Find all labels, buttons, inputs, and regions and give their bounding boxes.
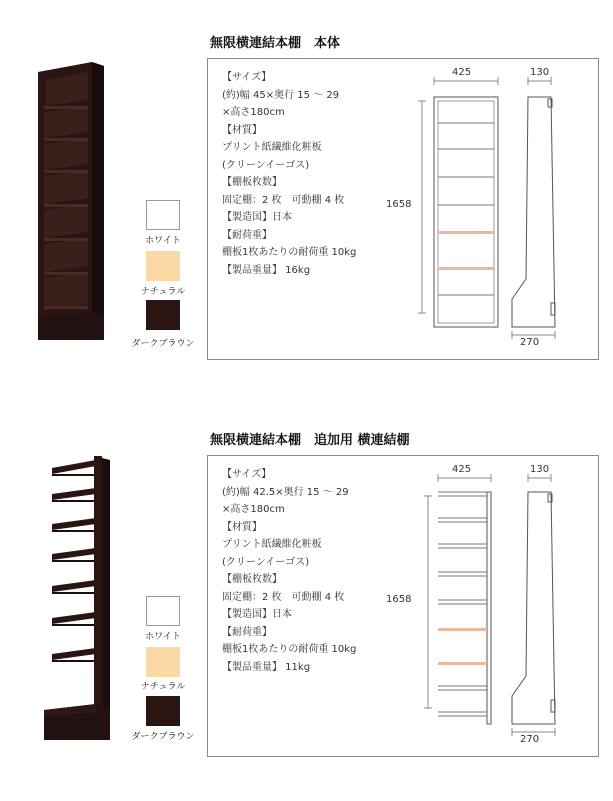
spec-line: 固定棚：2 枚 可動棚 4 枚 bbox=[222, 591, 345, 603]
swatch-dark-brown-label: ダークブラウン bbox=[131, 732, 195, 742]
spec-line: (クリーンイーゴス) bbox=[222, 159, 310, 171]
spec-line: 【耐荷重】 bbox=[222, 626, 272, 638]
spec-line: 固定棚：2 枚 可動棚 4 枚 bbox=[222, 194, 345, 206]
spec-box bbox=[207, 455, 599, 757]
swatch-natural[interactable] bbox=[146, 251, 180, 281]
dimension-diagram bbox=[208, 456, 598, 756]
spec-line: プリント紙繊維化粧板 bbox=[222, 539, 322, 550]
swatch-white[interactable] bbox=[146, 200, 180, 230]
spec-line: ×高さ180cm bbox=[222, 504, 285, 515]
dim-height: 1658 bbox=[386, 199, 412, 210]
spec-line: 【製品重量】 11kg bbox=[222, 661, 311, 673]
swatch-white-label: ホワイト bbox=[145, 632, 181, 642]
spec-box bbox=[207, 58, 599, 360]
dim-height: 1658 bbox=[386, 594, 412, 605]
color-swatches bbox=[128, 196, 208, 356]
spec-line: (クリーンイーゴス) bbox=[222, 556, 310, 568]
swatch-white-label: ホワイト bbox=[145, 236, 181, 246]
section-title: 無限横連結本棚 追加用 横連結棚 bbox=[210, 433, 410, 448]
bookshelf-main-image bbox=[30, 60, 112, 342]
swatch-natural-label: ナチュラル bbox=[140, 287, 186, 297]
swatch-natural[interactable] bbox=[146, 647, 180, 677]
spec-line: ×高さ180cm bbox=[222, 107, 285, 118]
spec-line: 【製造国】日本 bbox=[222, 212, 292, 223]
spec-line: (約)幅 42.5×奥行 15 ～ 29 bbox=[222, 486, 349, 498]
dim-depth-top: 130 bbox=[530, 67, 550, 78]
spec-line: 【棚板枚数】 bbox=[222, 574, 282, 585]
spec-line: 【製造国】日本 bbox=[222, 609, 292, 620]
dim-depth-bottom: 270 bbox=[520, 337, 540, 348]
dim-width: 425 bbox=[452, 67, 472, 78]
spec-line: 棚板1枚あたりの耐荷重 10kg bbox=[222, 247, 357, 258]
dim-width: 425 bbox=[452, 464, 472, 475]
swatch-white[interactable] bbox=[146, 596, 180, 626]
spec-line: 【サイズ】 bbox=[222, 72, 272, 83]
spec-line: 【製品重量】 16kg bbox=[222, 264, 311, 276]
bookshelf-extension-image bbox=[36, 454, 120, 744]
swatch-natural-label: ナチュラル bbox=[140, 682, 186, 692]
section-title: 無限横連結本棚 本体 bbox=[210, 36, 341, 51]
spec-line: 棚板1枚あたりの耐荷重 10kg bbox=[222, 644, 357, 655]
swatch-dark-brown[interactable] bbox=[146, 696, 180, 726]
spec-line: 【材質】 bbox=[222, 521, 262, 533]
spec-line: 【耐荷重】 bbox=[222, 229, 272, 241]
spec-line: (約)幅 45×奥行 15 ～ 29 bbox=[222, 89, 340, 101]
dim-depth-top: 130 bbox=[530, 464, 550, 475]
spec-line: 【材質】 bbox=[222, 124, 262, 136]
spec-line: 【サイズ】 bbox=[222, 469, 272, 480]
spec-line: 【棚板枚数】 bbox=[222, 177, 282, 188]
swatch-dark-brown-label: ダークブラウン bbox=[131, 339, 195, 349]
dim-depth-bottom: 270 bbox=[520, 734, 540, 745]
swatch-dark-brown[interactable] bbox=[146, 300, 180, 330]
color-swatches bbox=[128, 592, 208, 752]
spec-line: プリント紙繊維化粧板 bbox=[222, 142, 322, 153]
